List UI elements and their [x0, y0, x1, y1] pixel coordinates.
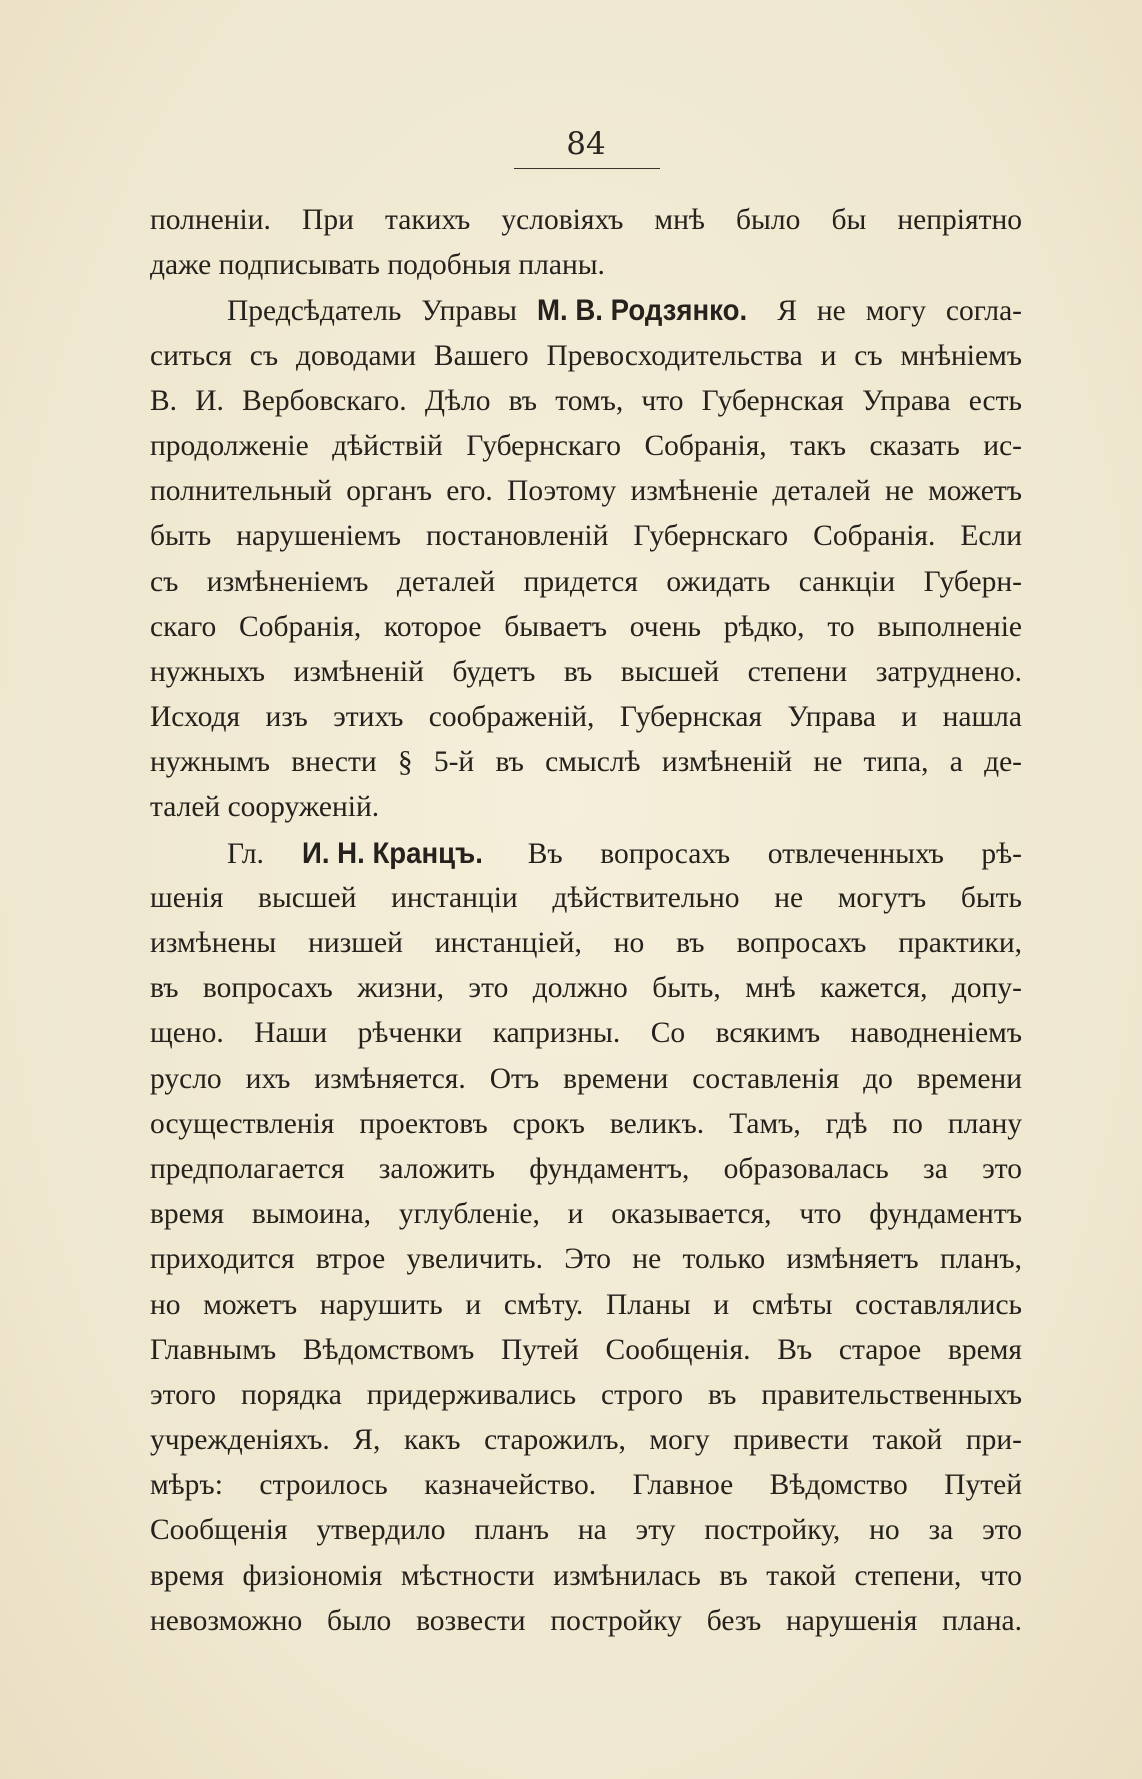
speaker-prefix: Гл.	[227, 837, 264, 870]
text-line: В. И. Вербовскаго. Дѣло въ томъ, что Губернская Управа есть	[150, 384, 1022, 417]
text-line: предполагается заложить фундаментъ, образовалась за это	[150, 1152, 1022, 1185]
text-line: осуществленія проектовъ срокъ великъ. Тамъ, гдѣ по плану	[150, 1107, 1022, 1140]
text-line: шенія высшей инстанціи дѣйствительно не могутъ быть	[150, 881, 1022, 914]
paragraph-first-line	[150, 831, 1022, 876]
text-line: скаго Собранія, которое бываетъ очень рѣдко, то выполненіе	[150, 610, 1022, 643]
text-line: Исходя изъ этихъ соображеній, Губернская Управа и нашла	[150, 701, 1022, 734]
text-line: Главнымъ Вѣдомствомъ Путей Сообщенія. Въ старое время	[150, 1333, 1022, 1366]
text-line: учрежденіяхъ. Я, какъ старожилъ, могу привести такой при-	[150, 1424, 1022, 1457]
paragraph-first-line	[150, 288, 1022, 333]
text-line: талей сооруженій.	[150, 791, 380, 824]
text-line: продолженіе дѣйствій Губернскаго Собранія, такъ сказать ис-	[150, 429, 1022, 462]
speaker-name: И. Н. Кранцъ.	[301, 836, 483, 870]
text-line: приходится втрое увеличить. Это не только измѣняетъ планъ,	[150, 1243, 1022, 1276]
text-line: въ вопросахъ жизни, это должно быть, мнѣ кажется, допу-	[150, 972, 1022, 1005]
speaker-name: М. В. Родзянко.	[536, 294, 748, 328]
text-line: нужныхъ измѣненій будетъ въ высшей степени затруднено.	[150, 655, 1022, 688]
text-line: невозможно было возвести постройку безъ нарушенія плана.	[150, 1604, 1022, 1637]
header-rule	[514, 168, 660, 169]
page-number: 84	[566, 126, 606, 162]
speaker-text: Я не могу согла-	[777, 295, 1022, 328]
text-line: даже подписывать подобныя планы.	[150, 249, 605, 282]
text-line: мѣръ: строилось казначейство. Главное Вѣдомство Путей	[150, 1469, 1022, 1502]
text-line: ситься съ доводами Вашего Превосходительства и съ мнѣніемъ	[150, 339, 1022, 372]
text-line: время физіономія мѣстности измѣнилась въ такой степени, что	[150, 1559, 1022, 1592]
text-line: Сообщенія утвердило планъ на эту постройку, но за это	[150, 1514, 1022, 1547]
text-line: но можетъ нарушить и смѣту. Планы и смѣты составлялись	[150, 1288, 1022, 1321]
text-line: полнительный органъ его. Поэтому измѣненіе деталей не можетъ	[150, 475, 1022, 508]
text-line: полненіи. При такихъ условіяхъ мнѣ было бы непріятно	[150, 204, 1022, 236]
text-line: русло ихъ измѣняется. Отъ времени составленія до времени	[150, 1062, 1022, 1095]
text-line: съ измѣненіемъ деталей придется ожидать санкціи Губерн-	[150, 565, 1022, 598]
text-line: измѣнены низшей инстанціей, но въ вопросахъ практики,	[150, 927, 1022, 959]
text-line: этого порядка придерживались строго въ правительственныхъ	[150, 1378, 1022, 1411]
speaker-text: Въ вопросахъ отвлеченныхъ рѣ-	[527, 837, 1023, 870]
text-line: нужнымъ внести § 5-й въ смыслѣ измѣненій не типа, а де-	[150, 746, 1022, 779]
body-text	[150, 198, 1022, 1644]
text-line: щено. Наши рѣченки капризны. Со всякимъ наводненіемъ	[150, 1017, 1022, 1050]
speaker-prefix: Предсѣдатель Управы	[227, 295, 517, 328]
text-line: время вымоина, углубленіе, и оказывается, что фундаментъ	[150, 1198, 1022, 1231]
text-line: быть нарушеніемъ постановленій Губернскаго Собранія. Если	[150, 520, 1022, 553]
